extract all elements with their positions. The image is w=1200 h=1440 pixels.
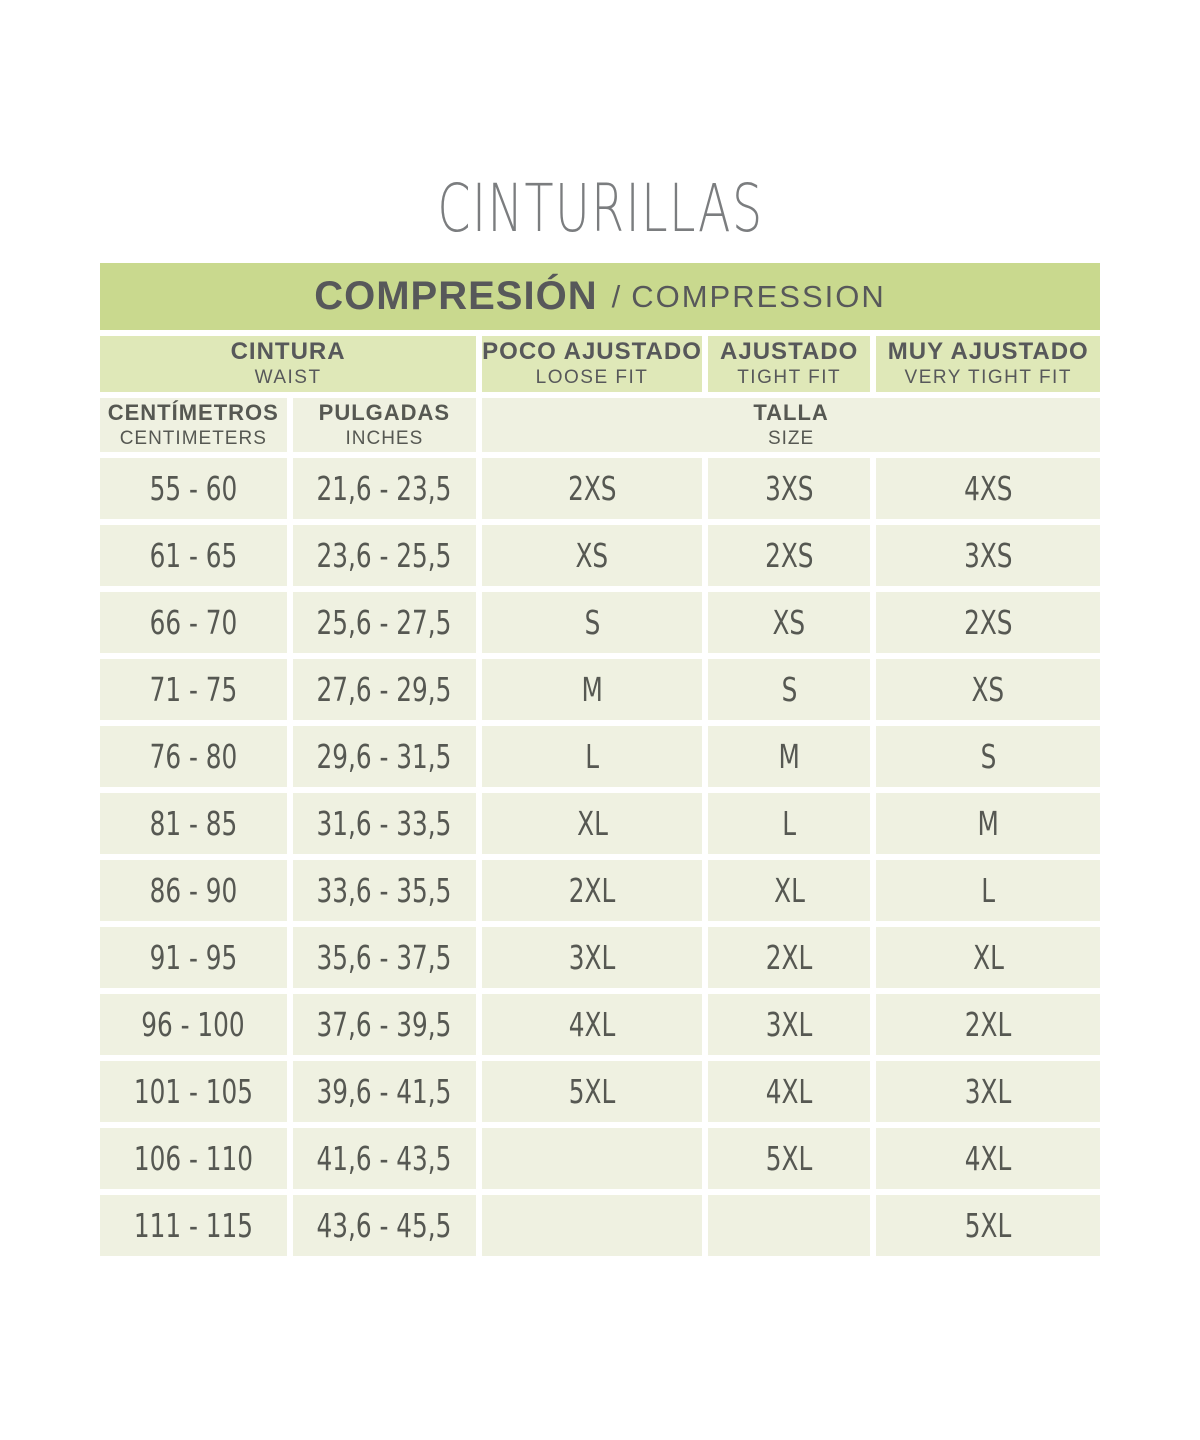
cell-cm (100, 793, 287, 854)
cell-tight-fit (708, 525, 871, 586)
range-value: 39,6 - 41,5 (316, 1072, 452, 1111)
range-value: 71 - 75 (149, 670, 238, 709)
cell-loose-fit (482, 1061, 702, 1122)
subheader-size-sub: SIZE (767, 427, 815, 449)
cell-inches (293, 1128, 477, 1189)
cell-tight-fit (708, 927, 871, 988)
cell-inches (293, 726, 477, 787)
cell-very-tight-fit (876, 994, 1100, 1055)
cell-inches (293, 659, 477, 720)
cell-very-tight-fit (876, 1061, 1100, 1122)
cell-loose-fit (482, 525, 702, 586)
cell-loose-fit (482, 1128, 702, 1189)
range-value: 25,6 - 27,5 (316, 603, 452, 642)
cell-loose-fit (482, 592, 702, 653)
range-value: 21,6 - 23,5 (316, 469, 452, 508)
size-value: 5XL (765, 1139, 813, 1178)
size-value: XL (773, 871, 805, 910)
range-value: 29,6 - 31,5 (316, 737, 452, 776)
size-value: XL (972, 938, 1004, 977)
subheader-centimeters-main: CENTÍMETROS (107, 400, 279, 426)
range-value: 23,6 - 25,5 (316, 536, 452, 575)
cell-tight-fit (708, 1128, 871, 1189)
range-value: 43,6 - 45,5 (316, 1206, 452, 1245)
cell-tight-fit (708, 1195, 871, 1256)
size-value: 3XL (765, 1005, 813, 1044)
cell-tight-fit (708, 1061, 871, 1122)
size-value: 2XS (964, 603, 1013, 642)
size-value: 2XS (567, 469, 617, 508)
range-value: 33,6 - 35,5 (316, 871, 452, 910)
cell-cm (100, 1195, 287, 1256)
compression-band (100, 263, 1100, 330)
header-tight-fit (708, 336, 871, 392)
size-value: L (585, 737, 599, 776)
cell-loose-fit (482, 458, 702, 519)
subheader-inches-sub: INCHES (345, 427, 424, 449)
size-value: XS (575, 536, 609, 575)
cell-inches (293, 1061, 477, 1122)
cell-tight-fit (708, 994, 871, 1055)
size-value: 3XS (964, 536, 1013, 575)
size-value: 2XL (964, 1005, 1012, 1044)
cell-loose-fit (482, 726, 702, 787)
range-value: 96 - 100 (141, 1005, 245, 1044)
header-very-tight-fit-sub: VERY TIGHT FIT (904, 367, 1072, 388)
size-value: XS (772, 603, 806, 642)
compression-label-en: COMPRESSION (631, 278, 886, 314)
cell-very-tight-fit (876, 458, 1100, 519)
range-value: 37,6 - 39,5 (316, 1005, 452, 1044)
cell-tight-fit (708, 726, 871, 787)
size-value: 3XS (764, 469, 814, 508)
compression-label-es: COMPRESIÓN (314, 274, 598, 318)
size-value: 2XL (568, 871, 616, 910)
cell-very-tight-fit (876, 1128, 1100, 1189)
range-value: 41,6 - 43,5 (316, 1139, 452, 1178)
size-value: L (981, 871, 996, 910)
cell-very-tight-fit (876, 726, 1100, 787)
subheader-inches-main: PULGADAS (318, 400, 451, 426)
cell-cm (100, 458, 287, 519)
range-value: 111 - 115 (133, 1206, 253, 1245)
cell-tight-fit (708, 860, 871, 921)
header-tight-fit-sub: TIGHT FIT (737, 367, 842, 388)
subheader-size (482, 398, 1100, 452)
size-value: M (581, 670, 603, 709)
compression-separator: / (611, 278, 622, 314)
range-value: 81 - 85 (149, 804, 238, 843)
size-value: 3XL (568, 938, 616, 977)
header-loose-fit (482, 336, 702, 392)
cell-very-tight-fit (876, 659, 1100, 720)
cell-cm (100, 726, 287, 787)
range-value: 76 - 80 (149, 737, 238, 776)
range-value: 31,6 - 33,5 (316, 804, 452, 843)
cell-cm (100, 592, 287, 653)
cell-tight-fit (708, 793, 871, 854)
range-value: 66 - 70 (149, 603, 238, 642)
cell-loose-fit (482, 659, 702, 720)
size-chart-table (100, 263, 1100, 1256)
cell-cm (100, 927, 287, 988)
size-value: S (584, 603, 600, 642)
range-value: 86 - 90 (149, 871, 238, 910)
header-very-tight-fit-main: MUY AJUSTADO (887, 338, 1089, 366)
cell-cm (100, 659, 287, 720)
subheader-size-main: TALLA (753, 400, 829, 426)
range-value: 35,6 - 37,5 (316, 938, 452, 977)
page-title (0, 170, 1200, 247)
cell-loose-fit (482, 793, 702, 854)
cell-inches (293, 793, 477, 854)
range-value: 55 - 60 (149, 469, 238, 508)
cell-very-tight-fit (876, 927, 1100, 988)
cell-inches (293, 860, 477, 921)
subheader-centimeters (100, 398, 287, 452)
cell-very-tight-fit (876, 793, 1100, 854)
cell-loose-fit (482, 994, 702, 1055)
size-value: 5XL (568, 1072, 616, 1111)
range-value: 101 - 105 (133, 1072, 253, 1111)
size-value: XS (971, 670, 1005, 709)
size-value: M (977, 804, 999, 843)
size-value: 4XL (964, 1139, 1012, 1178)
size-value: 5XL (964, 1206, 1012, 1245)
cell-cm (100, 525, 287, 586)
size-value: M (778, 737, 800, 776)
size-value: L (782, 804, 797, 843)
size-value: 4XS (964, 469, 1013, 508)
cell-very-tight-fit (876, 1195, 1100, 1256)
size-value: 2XS (764, 536, 814, 575)
size-value: XL (576, 804, 608, 843)
cell-inches (293, 927, 477, 988)
header-cintura-main: CINTURA (230, 338, 346, 366)
range-value: 91 - 95 (149, 938, 238, 977)
cell-loose-fit (482, 860, 702, 921)
range-value: 106 - 110 (133, 1139, 253, 1178)
cell-very-tight-fit (876, 860, 1100, 921)
subheader-inches (293, 398, 477, 452)
header-very-tight-fit (876, 336, 1100, 392)
cell-tight-fit (708, 458, 871, 519)
cell-loose-fit (482, 927, 702, 988)
header-cintura (100, 336, 476, 392)
cell-cm (100, 1061, 287, 1122)
cell-tight-fit (708, 659, 871, 720)
header-loose-fit-main: POCO AJUSTADO (482, 338, 702, 366)
size-value: 3XL (964, 1072, 1012, 1111)
cell-loose-fit (482, 1195, 702, 1256)
cell-very-tight-fit (876, 525, 1100, 586)
cell-cm (100, 1128, 287, 1189)
cell-very-tight-fit (876, 592, 1100, 653)
cell-cm (100, 860, 287, 921)
header-cintura-sub: WAIST (254, 367, 322, 388)
size-value: 4XL (765, 1072, 813, 1111)
range-value: 27,6 - 29,5 (316, 670, 452, 709)
size-value: S (781, 670, 798, 709)
cell-inches (293, 994, 477, 1055)
size-value: S (980, 737, 997, 776)
subheader-centimeters-sub: CENTIMETERS (119, 427, 267, 449)
cell-inches (293, 458, 477, 519)
range-value: 61 - 65 (149, 536, 238, 575)
page-title-text: CINTURILLAS (436, 170, 764, 247)
header-loose-fit-sub: LOOSE FIT (535, 367, 649, 388)
cell-inches (293, 592, 477, 653)
cell-tight-fit (708, 592, 871, 653)
cell-inches (293, 1195, 477, 1256)
cell-cm (100, 994, 287, 1055)
size-value: 2XL (765, 938, 813, 977)
header-tight-fit-main: AJUSTADO (720, 338, 859, 366)
size-value: 4XL (568, 1005, 616, 1044)
cell-inches (293, 525, 477, 586)
